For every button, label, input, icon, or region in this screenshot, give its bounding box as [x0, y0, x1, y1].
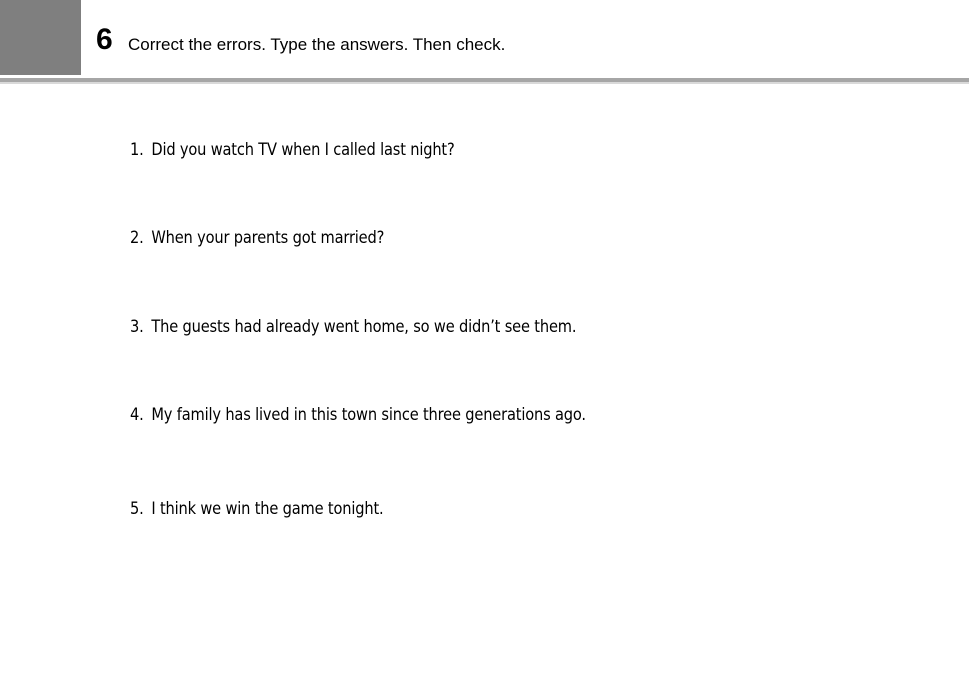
item-number: 1.: [130, 140, 144, 160]
item-sentence: Did you watch TV when I called last night?: [151, 140, 455, 160]
exercise-item: [130, 498, 383, 520]
item-number: 4.: [130, 405, 144, 425]
item-sentence: When your parents got married?: [151, 228, 385, 248]
header-color-block: [0, 0, 81, 75]
item-number: 3.: [130, 317, 144, 337]
exercise-number: 6: [96, 23, 113, 56]
item-sentence: I think we win the game tonight.: [151, 499, 384, 519]
item-number: 2.: [130, 228, 144, 248]
exercise-item: [130, 227, 384, 249]
item-number: 5.: [130, 499, 144, 519]
exercise-item: [130, 404, 586, 426]
item-sentence: The guests had already went home, so we didn’t see them.: [151, 317, 577, 337]
header-divider-shadow: [0, 82, 969, 84]
item-sentence: My family has lived in this town since three generations ago.: [151, 405, 586, 425]
exercise-instruction: Correct the errors. Type the answers. Then check.: [128, 35, 506, 54]
exercise-item: [130, 139, 455, 161]
exercise-item: [130, 316, 576, 338]
